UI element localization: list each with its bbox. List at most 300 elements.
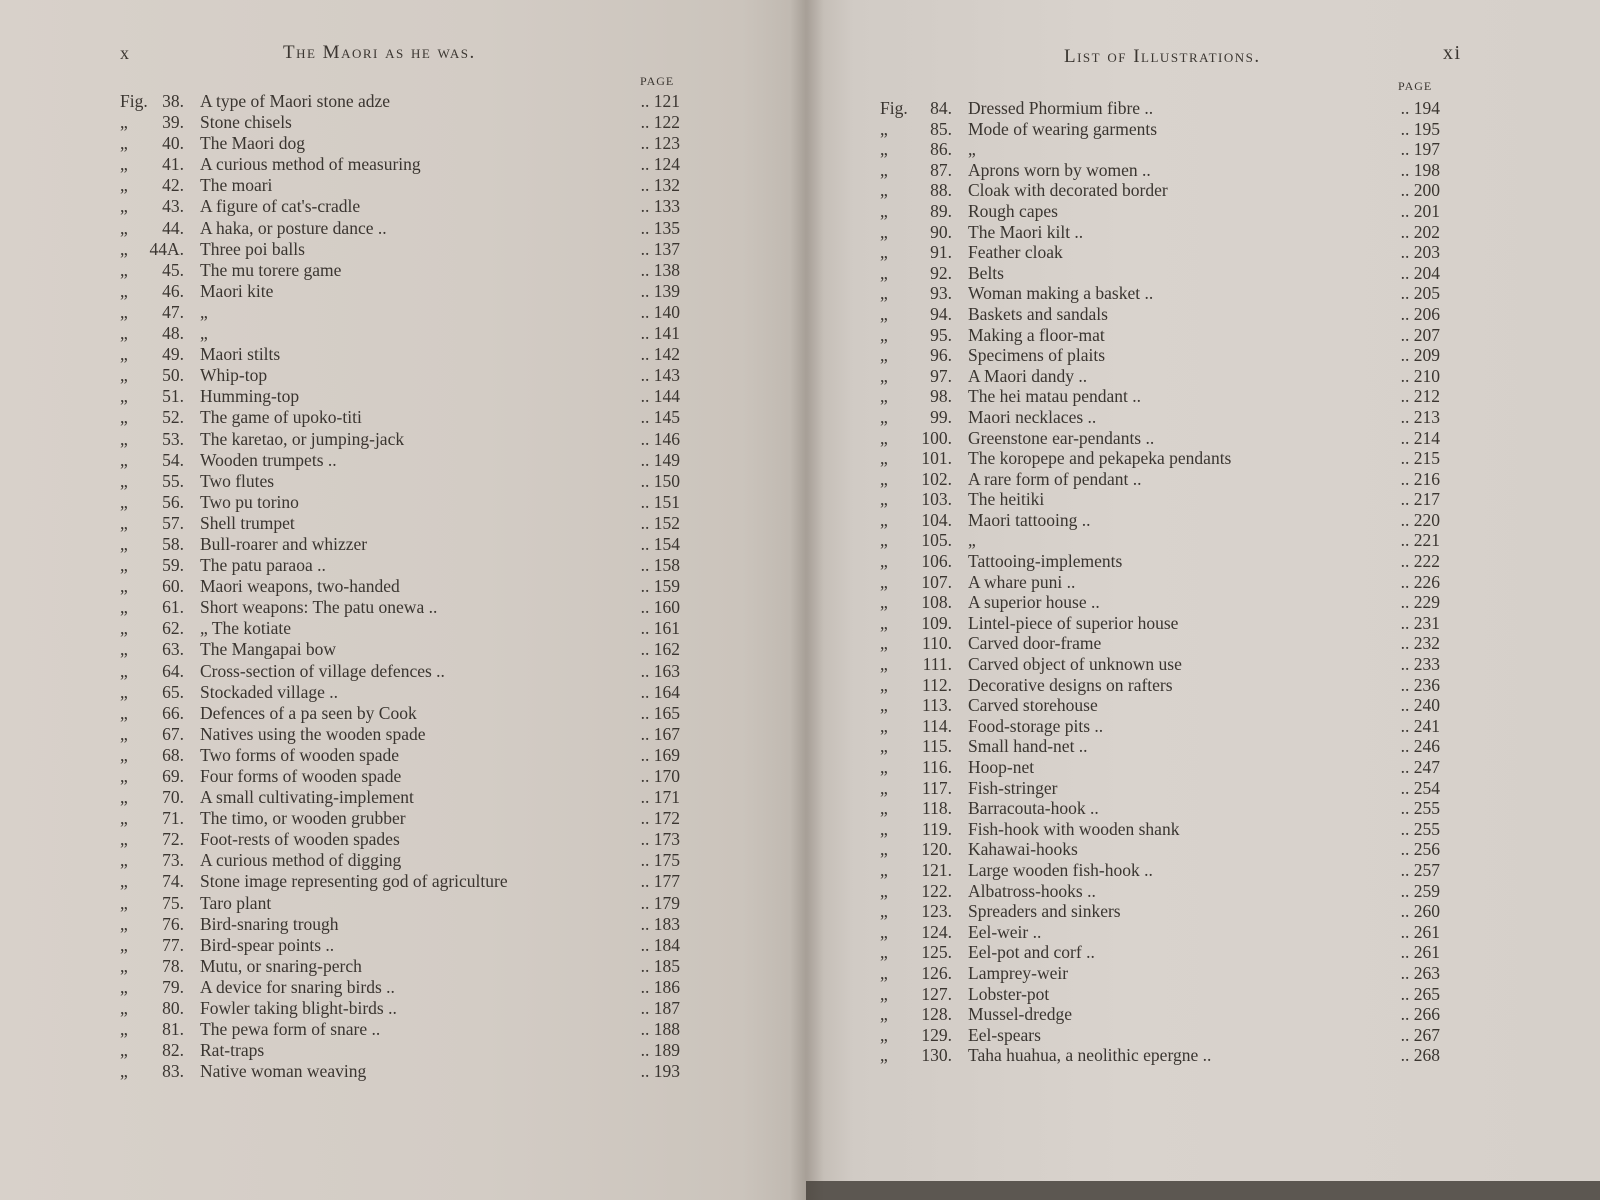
figure-number: 96. [930,345,952,366]
figure-title: Mutu, or snaring-perch [200,955,362,976]
list-item [880,510,1440,531]
figure-number: 125. [921,942,952,963]
list-item [880,551,1440,572]
page-reference: .. 236 [1400,674,1440,695]
figure-prefix: „ [880,386,888,407]
page-reference: .. 137 [640,238,680,259]
page-reference: .. 195 [1400,118,1440,139]
list-item [880,242,1440,263]
figure-prefix: „ [120,238,128,259]
figure-title: The Maori kilt .. [968,221,1084,242]
page-reference: .. 194 [1400,98,1440,118]
figure-title: Defences of a pa seen by Cook [200,702,417,723]
figure-title: The koropepe and pekapeka pendants [968,448,1232,469]
figure-number: 100. [921,427,952,448]
list-item [880,448,1440,469]
figure-number: 44A. [149,238,184,259]
figure-number: 43. [162,196,184,217]
page-reference: .. 212 [1400,386,1440,407]
page-reference: .. 266 [1400,1004,1440,1025]
figure-title: The Maori dog [200,133,305,154]
figure-title: Maori tattooing .. [968,509,1091,530]
figure-prefix: „ [880,530,888,551]
figure-title: Kahawai-hooks [968,839,1078,860]
figure-title: Stone image representing god of agriculture [200,871,508,892]
figure-prefix: „ [120,112,128,133]
figure-title: The karetao, or jumping-jack [200,428,405,449]
figure-number: 99. [930,406,952,427]
figure-prefix: „ [880,468,888,489]
page-reference: .. 179 [640,892,680,913]
list-item [120,956,690,977]
figure-number: 74. [162,871,184,892]
page-reference: .. 173 [640,829,680,850]
figure-title: Native woman weaving [200,1061,367,1082]
figure-prefix: „ [880,654,888,675]
figure-number: 95. [930,324,952,345]
list-item [880,736,1440,757]
figure-number: 73. [162,850,184,871]
list-item [120,344,690,365]
figure-number: 130. [921,1045,952,1066]
figure-number: 117. [922,777,952,798]
figure-title: Shell trumpet [200,512,295,533]
figure-title: Two forms of wooden spade [200,744,400,765]
figure-prefix: „ [880,262,888,283]
figure-title: „ [968,139,976,160]
figure-title: Maori weapons, two-handed [200,576,400,597]
page-reference: .. 217 [1400,489,1440,510]
list-item [880,901,1440,922]
figure-title: Albatross-hooks .. [968,880,1096,901]
page-reference: .. 151 [640,491,680,512]
list-item [120,914,690,935]
list-item [120,386,690,407]
page-reference: .. 215 [1400,448,1440,469]
page-reference: .. 261 [1400,942,1440,963]
figure-prefix: „ [880,489,888,510]
figure-prefix: „ [120,723,128,744]
figure-prefix: „ [120,766,128,786]
figure-title: Maori kite [200,280,274,301]
page-reference: .. 268 [1400,1045,1440,1066]
figure-title: „ [200,323,208,344]
figure-prefix: „ [880,715,888,736]
figure-title: Lintel-piece of superior house [968,612,1179,633]
list-item [120,218,690,239]
list-item [120,829,690,850]
right-page [806,0,1600,1181]
page-reference: .. 255 [1400,798,1440,819]
page-reference: .. 188 [640,1019,680,1040]
figure-prefix: Fig. [120,91,148,111]
figure-title: Decorative designs on rafters [968,674,1173,695]
page-reference: .. 201 [1400,200,1440,221]
figure-number: 53. [162,428,184,449]
figure-prefix: „ [880,1004,888,1025]
figure-number: 76. [162,913,184,934]
figure-number: 40. [162,133,184,154]
list-item [880,695,1440,716]
page-reference: .. 142 [640,344,680,365]
figure-prefix: „ [880,674,888,695]
figure-prefix: „ [880,324,888,345]
figure-title: Tattooing-implements [968,551,1123,572]
figure-title: The patu paraoa .. [200,555,326,576]
list-item [880,613,1440,634]
page-reference: .. 145 [640,407,680,428]
figure-prefix: „ [880,1045,888,1066]
list-item [880,1004,1440,1025]
page-reference: .. 184 [640,934,680,955]
figure-title: Eel-pot and corf .. [968,942,1095,963]
list-item [120,871,690,892]
page-reference: .. 213 [1400,406,1440,427]
list-item [120,893,690,914]
figure-prefix: „ [120,449,128,470]
figure-title: „ [968,530,976,551]
list-item [880,160,1440,181]
page-reference: .. 203 [1400,242,1440,263]
figure-number: 45. [162,259,184,280]
figure-number: 49. [162,344,184,365]
figure-title: Foot-rests of wooden spades [200,829,400,850]
figure-prefix: „ [120,344,128,365]
page-reference: .. 205 [1400,283,1440,304]
list-item [120,492,690,513]
figure-title: The moari [200,175,273,196]
page-reference: .. 254 [1400,777,1440,798]
figure-title: Dressed Phormium fibre .. [968,98,1154,118]
list-item [120,175,690,196]
page-reference: .. 162 [640,639,680,660]
list-item [880,757,1440,778]
figure-title: Wooden trumpets .. [200,449,337,470]
page-reference: .. 141 [640,323,680,344]
list-item [120,407,690,428]
figure-title: The timo, or wooden grubber [200,808,406,829]
page-number: x [120,43,131,63]
figure-prefix: „ [120,871,128,892]
figure-prefix: „ [880,859,888,880]
figure-prefix: „ [880,571,888,592]
page-reference: .. 206 [1400,303,1440,324]
figure-title: Fish-stringer [968,777,1058,798]
list-item [880,366,1440,387]
figure-number: 80. [162,998,184,1019]
figure-number: 116. [922,757,952,777]
figure-prefix: „ [880,180,888,201]
figure-title: Bird-spear points .. [200,934,335,955]
figure-prefix: „ [880,839,888,860]
figure-number: 68. [162,744,184,765]
page-reference: .. 246 [1400,736,1440,757]
figure-number: 115. [922,736,952,757]
figure-title: Short weapons: The patu onewa .. [200,597,438,618]
page-reference: .. 133 [640,196,680,217]
page-reference: .. 202 [1400,221,1440,242]
figure-prefix: „ [120,618,128,639]
figure-number: 46. [162,280,184,301]
figure-prefix: „ [120,681,128,702]
list-item [120,281,690,302]
page-reference: .. 220 [1400,509,1440,530]
figure-number: 129. [921,1024,952,1045]
list-item [880,98,1440,119]
page-reference: .. 172 [640,808,680,829]
list-item [880,386,1440,407]
figure-number: 57. [162,512,184,533]
figure-prefix: „ [880,983,888,1004]
list-item [120,618,690,639]
figure-title: A device for snaring birds .. [200,976,395,997]
page-reference: .. 261 [1400,921,1440,942]
figure-title: „ The kotiate [200,618,292,639]
page-reference: .. 232 [1400,633,1440,654]
figure-number: 83. [162,1061,184,1082]
figure-number: 118. [922,798,952,819]
figure-title: The hei matau pendant .. [968,386,1141,407]
figure-title: Cross-section of village defences .. [200,660,445,681]
list-item [880,1025,1440,1046]
page-reference: .. 198 [1400,159,1440,180]
figure-title: Stockaded village .. [200,681,339,702]
list-item [880,1045,1440,1066]
figure-number: 65. [162,681,184,702]
list-item [880,201,1440,222]
figure-title: Maori stilts [200,344,281,365]
list-item [120,513,690,534]
list-item [120,112,690,133]
figure-prefix: „ [880,592,888,613]
list-item [880,489,1440,510]
figure-prefix: „ [120,850,128,871]
figure-number: 54. [162,449,184,470]
figure-title: Fowler taking blight-birds .. [200,998,397,1019]
figure-prefix: „ [120,365,128,386]
figure-number: 56. [162,491,184,512]
list-item [880,963,1440,984]
figure-prefix: Fig. [880,98,908,118]
page-reference: .. 265 [1400,983,1440,1004]
page-reference: .. 216 [1400,468,1440,489]
figure-number: 124. [921,921,952,942]
figure-number: 61. [162,597,184,618]
figure-prefix: „ [880,551,888,572]
figure-title: The pewa form of snare .. [200,1019,381,1040]
figure-prefix: „ [880,880,888,901]
page-reference: .. 122 [640,112,680,133]
figure-number: 101. [921,448,952,469]
figure-prefix: „ [120,702,128,723]
figure-number: 113. [922,695,952,716]
figure-number: 79. [162,976,184,997]
list-item [880,798,1440,819]
figure-prefix: „ [880,448,888,469]
figure-number: 67. [162,723,184,744]
figure-title: Carved object of unknown use [968,654,1182,675]
figure-prefix: „ [120,1040,128,1061]
list-item [120,154,690,175]
page-reference: .. 154 [640,533,680,554]
page-reference: .. 165 [640,702,680,723]
figure-prefix: „ [880,612,888,633]
page-reference: .. 140 [640,301,680,322]
figure-title: The game of upoko-titi [200,407,362,428]
figure-prefix: „ [120,386,128,407]
figure-prefix: „ [120,829,128,850]
figure-number: 90. [930,221,952,242]
figure-number: 102. [921,468,952,489]
figure-title: Fish-hook with wooden shank [968,818,1180,839]
page-reference: .. 177 [640,871,680,892]
figure-number: 82. [162,1040,184,1061]
figure-prefix: „ [120,175,128,196]
figure-prefix: „ [120,597,128,618]
figure-title: Three poi balls [200,238,305,259]
illustration-list [880,98,1440,1066]
figure-title: Humming-top [200,386,300,407]
figure-title: Eel-weir .. [968,921,1042,942]
figure-title: Greenstone ear-pendants .. [968,427,1155,448]
figure-title: Feather cloak [968,242,1063,263]
figure-title: Belts [968,262,1004,283]
figure-number: 39. [162,112,184,133]
figure-number: 110. [922,633,952,654]
figure-number: 52. [162,407,184,428]
figure-prefix: „ [120,913,128,934]
list-item [120,196,690,217]
figure-number: 122. [921,880,952,901]
page-reference: .. 267 [1400,1024,1440,1045]
list-item [120,661,690,682]
page-reference: .. 231 [1400,612,1440,633]
page-reference: .. 233 [1400,654,1440,675]
figure-title: Whip-top [200,365,268,386]
list-item [880,984,1440,1005]
figure-number: 98. [930,386,952,407]
page-column-label: PAGE [1398,79,1433,93]
page-reference: .. 229 [1400,592,1440,613]
page-reference: .. 144 [640,386,680,407]
page-reference: .. 226 [1400,571,1440,592]
list-item [120,576,690,597]
page-reference: .. 175 [640,850,680,871]
page-reference: .. 163 [640,660,680,681]
page-reference: .. 143 [640,365,680,386]
figure-number: 114. [922,715,952,736]
list-item [120,597,690,618]
list-item [120,998,690,1019]
figure-title: A haka, or posture dance .. [200,217,387,238]
list-item [120,323,690,344]
figure-prefix: „ [880,283,888,304]
page-reference: .. 257 [1400,859,1440,880]
figure-prefix: „ [880,139,888,160]
figure-number: 123. [921,901,952,922]
figure-number: 128. [921,1004,952,1025]
figure-prefix: „ [120,934,128,955]
figure-number: 69. [162,766,184,786]
figure-prefix: „ [880,303,888,324]
figure-prefix: „ [880,962,888,983]
figure-prefix: „ [120,892,128,913]
page-reference: .. 222 [1400,551,1440,572]
list-item [880,345,1440,366]
figure-number: 93. [930,283,952,304]
list-item [120,260,690,281]
figure-title: A superior house .. [968,592,1100,613]
figure-prefix: „ [120,196,128,217]
figure-number: 108. [921,592,952,613]
figure-prefix: „ [880,901,888,922]
page-reference: .. 247 [1400,757,1440,777]
figure-prefix: „ [120,660,128,681]
figure-prefix: „ [880,242,888,263]
page-reference: .. 149 [640,449,680,470]
page-reference: .. 124 [640,154,680,175]
figure-title: A whare puni .. [968,571,1076,592]
running-head: The Maori as he was. [283,42,476,63]
list-item [120,429,690,450]
figure-prefix: „ [880,736,888,757]
figure-title: Mode of wearing garments [968,118,1158,139]
figure-prefix: „ [120,976,128,997]
figure-title: Rat-traps [200,1040,265,1061]
figure-number: 105. [921,530,952,551]
page-column-label: PAGE [640,74,675,88]
page-reference: .. 183 [640,913,680,934]
list-item [880,922,1440,943]
page-reference: .. 160 [640,597,680,618]
list-item [880,428,1440,449]
list-item [120,703,690,724]
page-reference: .. 200 [1400,180,1440,201]
figure-title: The Mangapai bow [200,639,337,660]
figure-title: Large wooden fish-hook .. [968,859,1153,880]
list-item [880,881,1440,902]
figure-prefix: „ [880,200,888,221]
page-reference: .. 132 [640,175,680,196]
figure-prefix: „ [880,159,888,180]
list-item [880,119,1440,140]
figure-title: Four forms of wooden spade [200,766,402,786]
figure-number: 94. [930,303,952,324]
figure-number: 88. [930,180,952,201]
figure-title: Natives using the wooden spade [200,723,426,744]
list-item [880,942,1440,963]
figure-prefix: „ [880,118,888,139]
page-reference: .. 256 [1400,839,1440,860]
figure-number: 84. [930,98,952,118]
list-item [120,471,690,492]
list-item [880,325,1440,346]
page-reference: .. 159 [640,576,680,597]
page-reference: .. 185 [640,955,680,976]
page-reference: .. 187 [640,998,680,1019]
figure-number: 59. [162,555,184,576]
figure-prefix: „ [120,154,128,175]
figure-title: Mussel-dredge [968,1004,1073,1025]
figure-number: 111. [922,654,952,675]
list-item [880,839,1440,860]
figure-title: Bull-roarer and whizzer [200,533,368,554]
list-item [120,977,690,998]
figure-prefix: „ [120,323,128,344]
list-item [120,808,690,829]
page-reference: .. 241 [1400,715,1440,736]
page-reference: .. 207 [1400,324,1440,345]
